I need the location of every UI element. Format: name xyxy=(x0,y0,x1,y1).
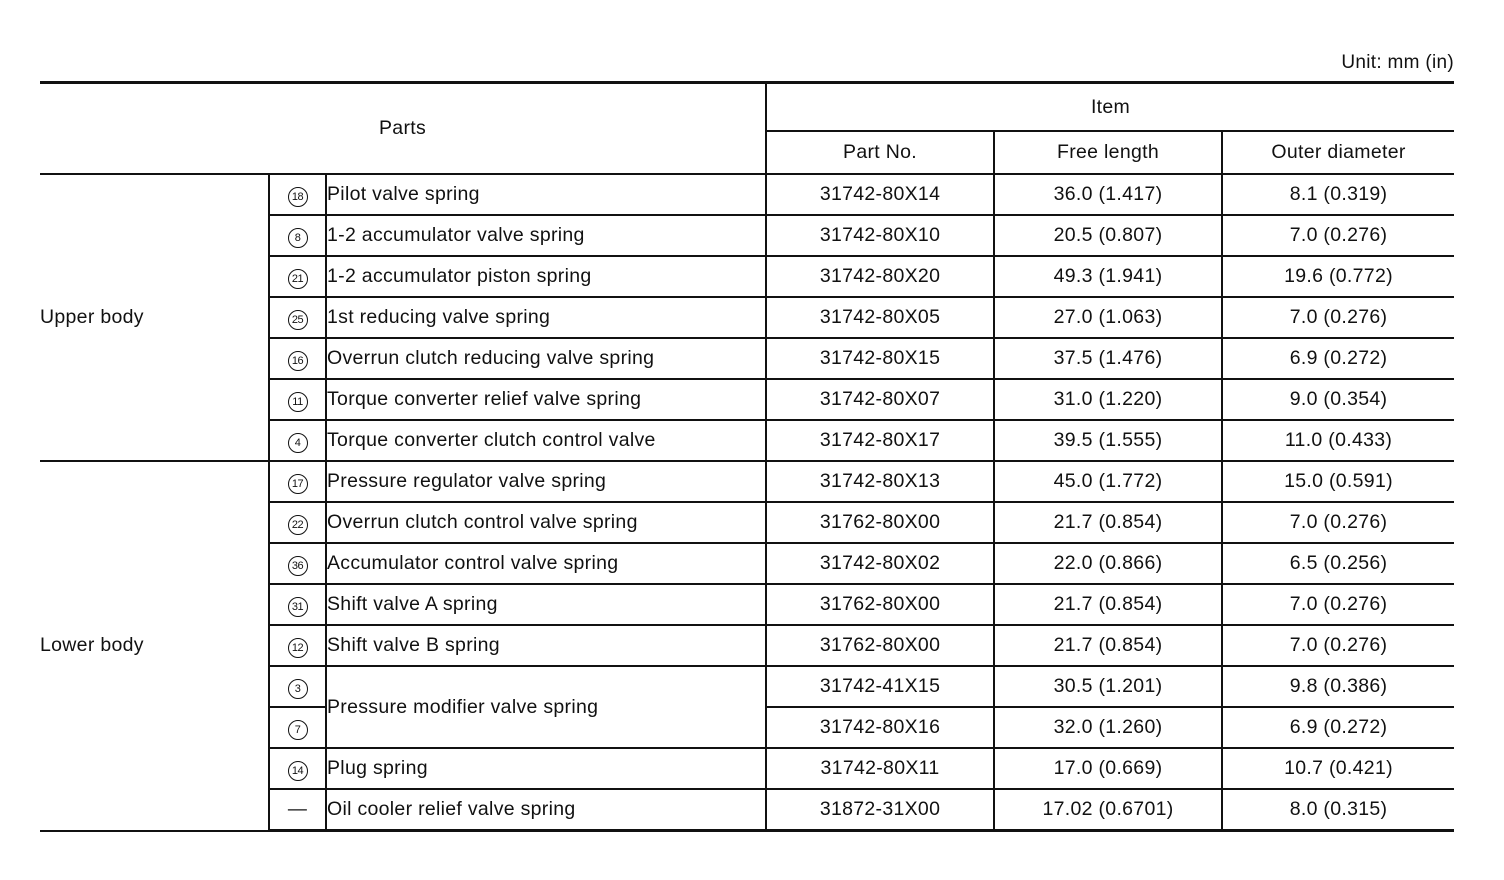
part-no-header: Part No. xyxy=(766,131,994,174)
group-lower-body: Lower body xyxy=(40,461,269,831)
part-number: 31742-80X05 xyxy=(766,297,994,338)
outer-diameter: 9.8 (0.386) xyxy=(1222,666,1454,707)
part-name: Pilot valve spring xyxy=(326,174,766,215)
outer-diameter: 7.0 (0.276) xyxy=(1222,502,1454,543)
circled-number-icon: 36 xyxy=(288,556,308,576)
part-name: Pressure modifier valve spring xyxy=(326,666,766,748)
circled-number-icon: 16 xyxy=(288,351,308,371)
outer-diameter: 7.0 (0.276) xyxy=(1222,584,1454,625)
part-name: 1-2 accumulator piston spring xyxy=(326,256,766,297)
outer-diameter: 6.9 (0.272) xyxy=(1222,707,1454,748)
free-length: 27.0 (1.063) xyxy=(994,297,1222,338)
part-name: Pressure regulator valve spring xyxy=(326,461,766,502)
part-name: Accumulator control valve spring xyxy=(326,543,766,584)
part-number: 31872-31X00 xyxy=(766,789,994,831)
outer-diameter: 7.0 (0.276) xyxy=(1222,215,1454,256)
table-row xyxy=(40,461,1454,502)
dash-icon: — xyxy=(287,799,308,820)
free-length-header: Free length xyxy=(994,131,1222,174)
circled-number-icon: 14 xyxy=(288,761,308,781)
outer-diameter: 7.0 (0.276) xyxy=(1222,625,1454,666)
outer-diameter: 15.0 (0.591) xyxy=(1222,461,1454,502)
circled-number-icon: 21 xyxy=(288,269,308,289)
outer-diameter-header: Outer diameter xyxy=(1222,131,1454,174)
part-number: 31762-80X00 xyxy=(766,584,994,625)
circled-number-icon: 18 xyxy=(288,187,308,207)
outer-diameter: 11.0 (0.433) xyxy=(1222,420,1454,461)
free-length: 31.0 (1.220) xyxy=(994,379,1222,420)
free-length: 45.0 (1.772) xyxy=(994,461,1222,502)
free-length: 22.0 (0.866) xyxy=(994,543,1222,584)
circled-number-icon: 11 xyxy=(288,392,308,412)
part-name: Overrun clutch control valve spring xyxy=(326,502,766,543)
outer-diameter: 7.0 (0.276) xyxy=(1222,297,1454,338)
outer-diameter: 8.1 (0.319) xyxy=(1222,174,1454,215)
part-number: 31742-80X07 xyxy=(766,379,994,420)
circled-number-icon: 3 xyxy=(288,679,308,699)
free-length: 17.0 (0.669) xyxy=(994,748,1222,789)
part-name: Oil cooler relief valve spring xyxy=(326,789,766,831)
part-number: 31762-80X00 xyxy=(766,502,994,543)
free-length: 17.02 (0.6701) xyxy=(994,789,1222,831)
circled-number-icon: 17 xyxy=(288,474,308,494)
part-number: 31742-80X17 xyxy=(766,420,994,461)
item-header: Item xyxy=(766,83,1454,132)
free-length: 37.5 (1.476) xyxy=(994,338,1222,379)
spring-spec-table xyxy=(40,81,1454,832)
free-length: 32.0 (1.260) xyxy=(994,707,1222,748)
part-name: 1-2 accumulator valve spring xyxy=(326,215,766,256)
free-length: 49.3 (1.941) xyxy=(994,256,1222,297)
free-length: 36.0 (1.417) xyxy=(994,174,1222,215)
outer-diameter: 19.6 (0.772) xyxy=(1222,256,1454,297)
part-number: 31742-80X11 xyxy=(766,748,994,789)
outer-diameter: 10.7 (0.421) xyxy=(1222,748,1454,789)
free-length: 21.7 (0.854) xyxy=(994,502,1222,543)
circled-number-icon: 4 xyxy=(288,433,308,453)
circled-number-icon: 8 xyxy=(288,228,308,248)
group-upper-body: Upper body xyxy=(40,174,269,461)
part-number: 31762-80X00 xyxy=(766,625,994,666)
outer-diameter: 6.9 (0.272) xyxy=(1222,338,1454,379)
part-number: 31742-80X16 xyxy=(766,707,994,748)
part-name: Plug spring xyxy=(326,748,766,789)
free-length: 39.5 (1.555) xyxy=(994,420,1222,461)
circled-number-icon: 12 xyxy=(288,638,308,658)
outer-diameter: 8.0 (0.315) xyxy=(1222,789,1454,831)
unit-label: Unit: mm (in) xyxy=(1341,52,1454,73)
part-number: 31742-80X10 xyxy=(766,215,994,256)
part-name: Shift valve B spring xyxy=(326,625,766,666)
part-number: 31742-80X15 xyxy=(766,338,994,379)
free-length: 30.5 (1.201) xyxy=(994,666,1222,707)
part-number: 31742-80X02 xyxy=(766,543,994,584)
circled-number-icon: 22 xyxy=(288,515,308,535)
part-number: 31742-80X13 xyxy=(766,461,994,502)
table-row xyxy=(40,174,1454,215)
circled-number-icon: 7 xyxy=(288,720,308,740)
part-number: 31742-41X15 xyxy=(766,666,994,707)
part-name: 1st reducing valve spring xyxy=(326,297,766,338)
circled-number-icon: 25 xyxy=(288,310,308,330)
free-length: 21.7 (0.854) xyxy=(994,584,1222,625)
part-name: Torque converter relief valve spring xyxy=(326,379,766,420)
part-name: Torque converter clutch control valve xyxy=(326,420,766,461)
part-name: Shift valve A spring xyxy=(326,584,766,625)
part-number: 31742-80X14 xyxy=(766,174,994,215)
header-row-1 xyxy=(40,83,1454,132)
part-name: Overrun clutch reducing valve spring xyxy=(326,338,766,379)
circled-number-icon: 31 xyxy=(288,597,308,617)
free-length: 21.7 (0.854) xyxy=(994,625,1222,666)
parts-header: Parts xyxy=(40,83,766,175)
outer-diameter: 6.5 (0.256) xyxy=(1222,543,1454,584)
part-number: 31742-80X20 xyxy=(766,256,994,297)
outer-diameter: 9.0 (0.354) xyxy=(1222,379,1454,420)
free-length: 20.5 (0.807) xyxy=(994,215,1222,256)
